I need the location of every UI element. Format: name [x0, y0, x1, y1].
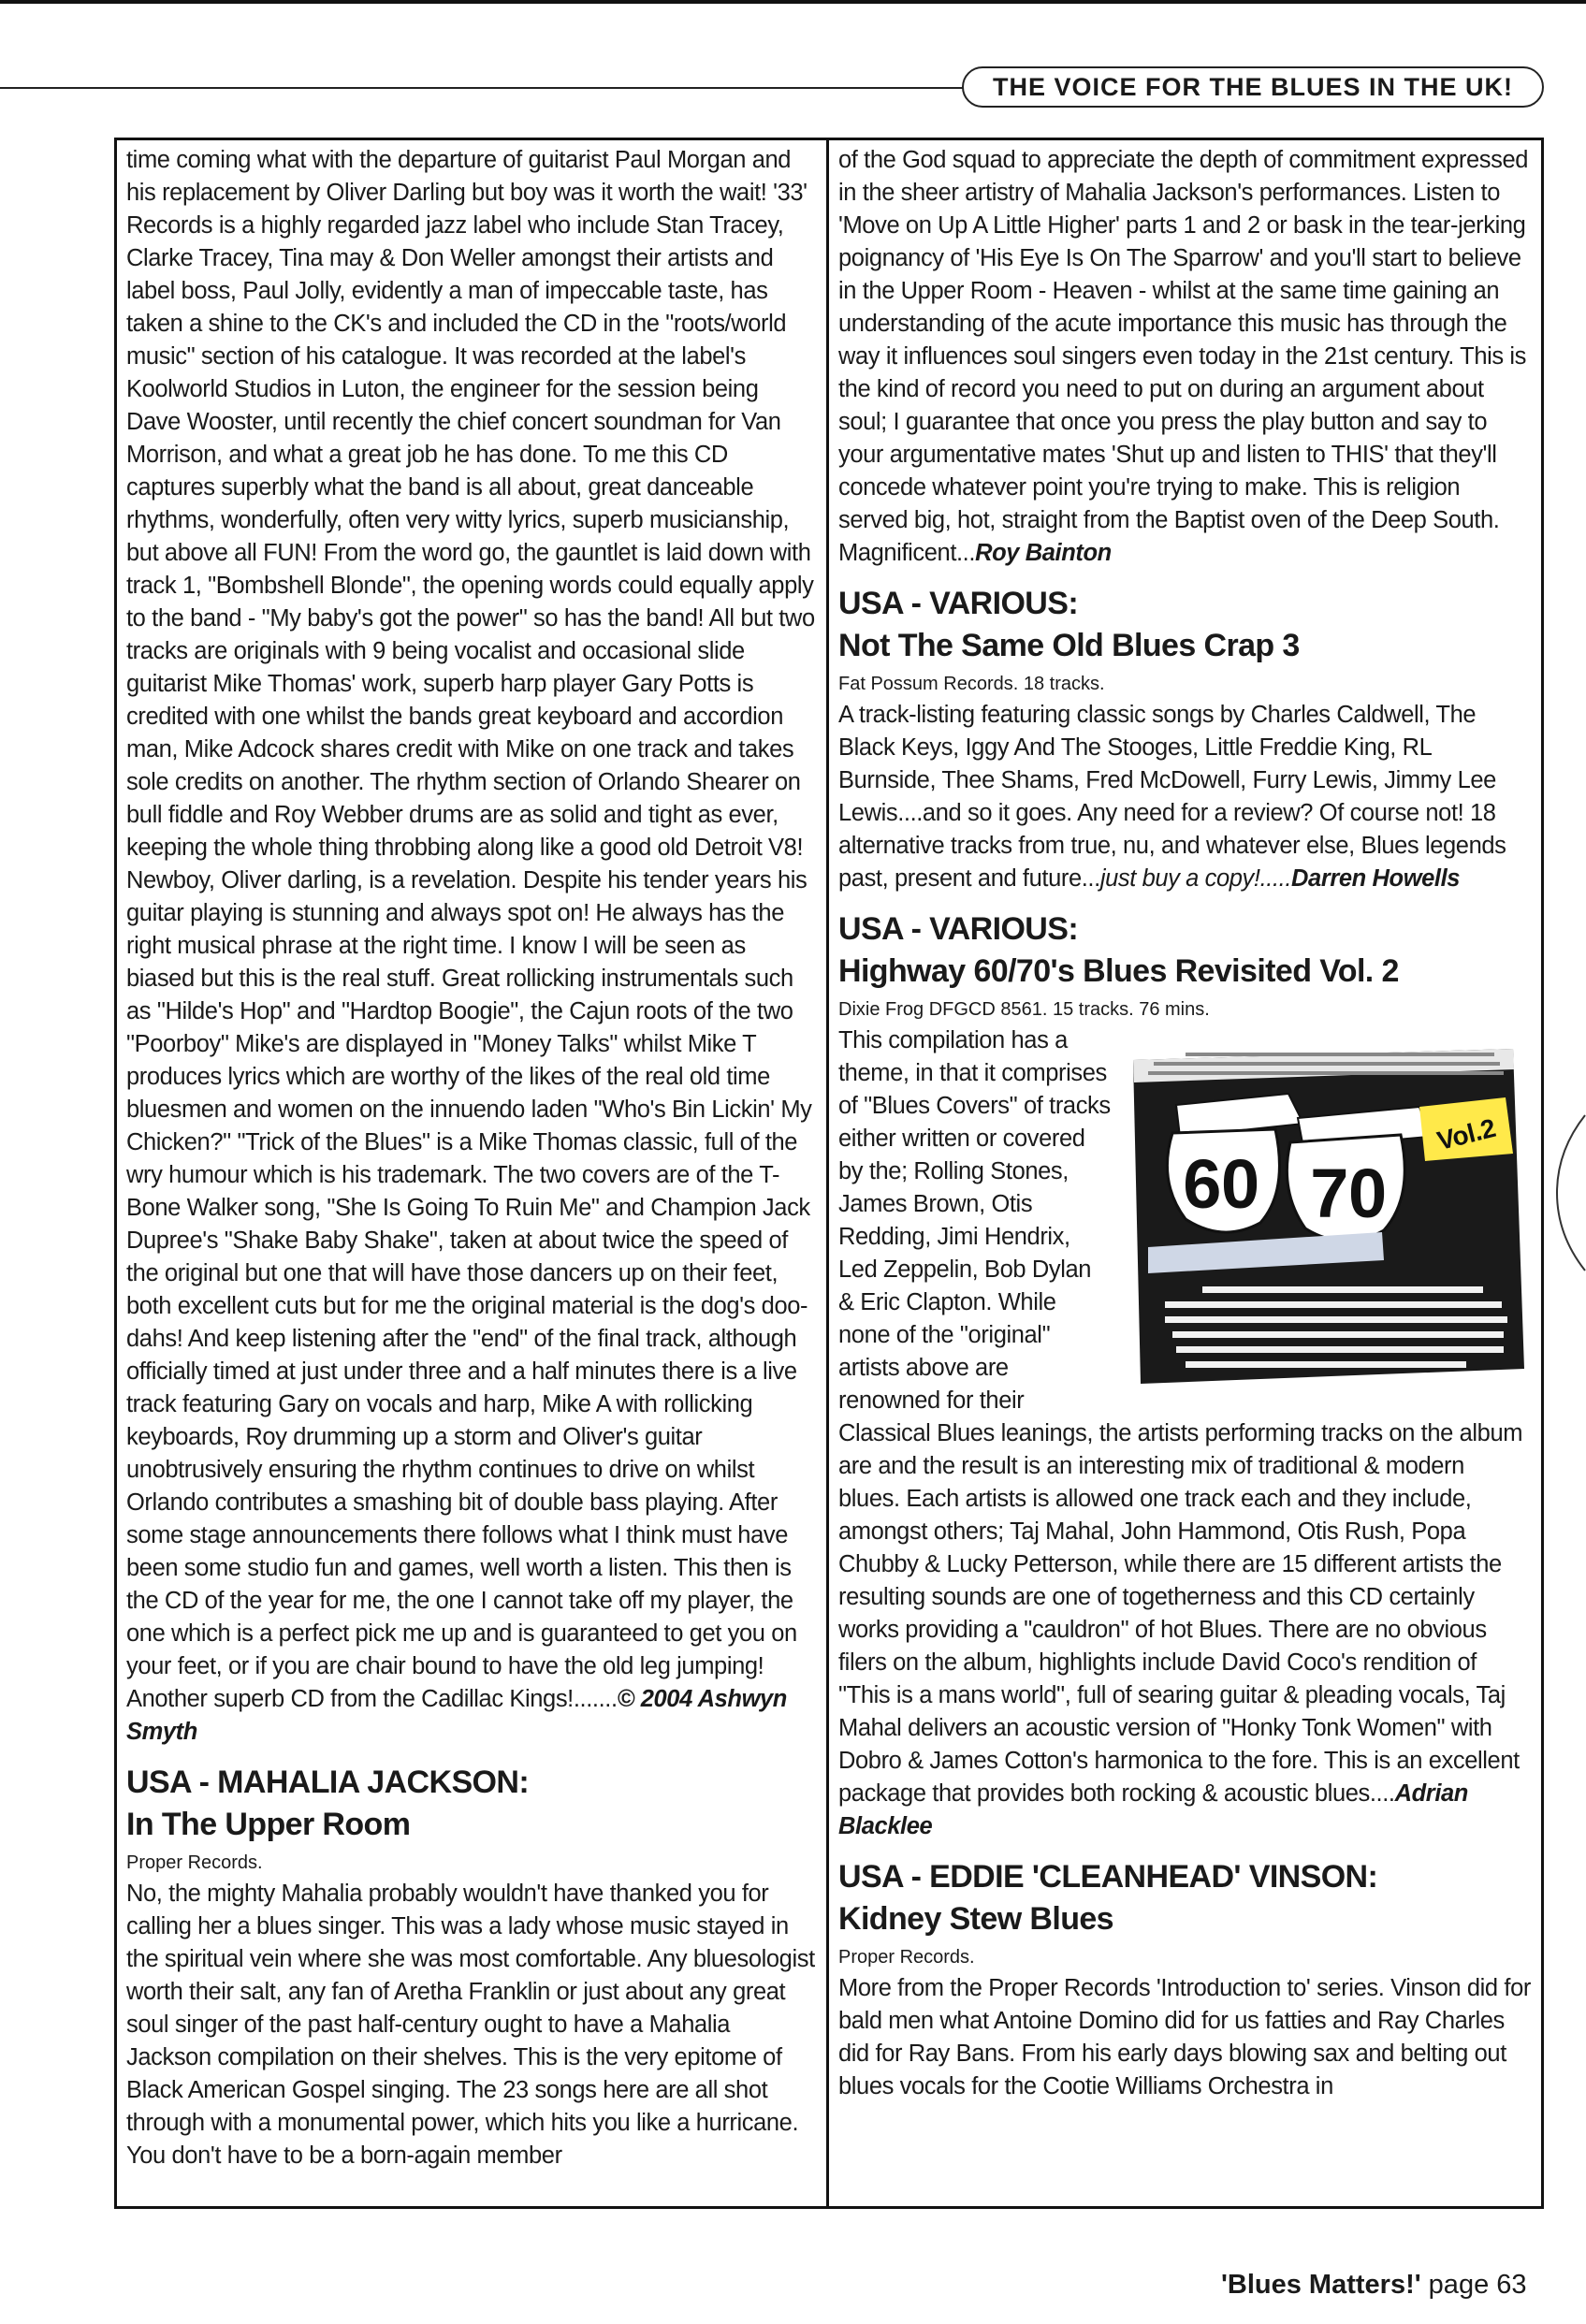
- page-footer: [1221, 2270, 1527, 2301]
- review-cadillac-kings: [126, 144, 817, 1749]
- review-heading-title: Kidney Stew Blues: [838, 1901, 1113, 1937]
- page-frame: [114, 138, 1544, 2209]
- margin-binding-arc: [1553, 1113, 1586, 1272]
- svg-text:60: 60: [1183, 1145, 1259, 1223]
- review-byline: Darren Howells: [1291, 865, 1461, 892]
- review-byline: Roy Bainton: [975, 540, 1112, 566]
- album-cover-artwork: [1120, 1032, 1532, 1397]
- review-label-info: Dixie Frog DFGCD 8561. 15 tracks. 76 mins.: [838, 999, 1210, 1020]
- review-not-the-same-old-blues: [838, 699, 1532, 895]
- svg-text:70: 70: [1310, 1155, 1387, 1232]
- album-cover: [1120, 1032, 1532, 1397]
- review-byline: Adrian Blacklee: [838, 1780, 1468, 1839]
- header-rule: [0, 87, 964, 89]
- publication-name: 'Blues Matters!': [1221, 2270, 1421, 2300]
- review-heading-title: Not The Same Old Blues Crap 3: [838, 628, 1300, 663]
- left-column: [117, 140, 829, 2206]
- review-body: of the God squad to appreciate the depth of commitment expressed in the sheer artistry of Mahalia Jackson's performances. Listen to 'Move on Up A Little Higher' parts 1 and 2 or bask in the tear-jerking poignancy of 'His Eye Is On The Sparrow' and you'll start to believe in the Upper Room - Heaven - whilst at the same time gaining an understanding of the acute importance this music has through the way it influences soul singers even today in the 21st century. This is the kind of record you need to put on during an argument about soul; I guarantee that once you press the play button and say to your argumentative mates 'Shut up and listen to THIS' that they'll concede whatever point you're trying to make. This is religion served big, hot, straight from the Baptist oven of the Deep South. Magnificent...: [838, 147, 1529, 566]
- review-body: This compilation has a theme, in that it comprises of "Blues Covers" of tracks either written or covered by the; Rolling Stones, James Brown, Otis Redding, Jimi Hendrix, Led Zeppelin, Bob Dylan & Eric Clapton. While none of the "original" artists above are renowned for their Classical Blues leanings, the artists performing tracks on the album are and the result is an interesting mix of traditional & modern blues. Each artists is allowed one track each and they include, amongst others; Taj Mahal, John Hammond, Otis Rush, Popa Chubby & Lucky Petterson, while there are 15 different artists the resulting sounds are one of togetherness and this CD certainly works providing a "cauldron" of hot Blues. There are no obvious filers on the album, highlights include David Coco's rendition of "This is a mans world", full of searing guitar & pleading vocals, Taj Mahal delivers an acoustic version of "Honky Tonk Women" with Dobro & James Cotton's harmonica to the fore. This is an excellent package that provides both rocking & acoustic blues....: [838, 1027, 1523, 1807]
- review-label-info: Proper Records.: [126, 1852, 263, 1873]
- review-byline: © 2004 Ashwyn Smyth: [126, 1686, 787, 1745]
- review-heading-title: Highway 60/70's Blues Revisited Vol. 2: [838, 953, 1399, 989]
- review-highway-blues: [838, 1024, 1532, 1843]
- review-heading-title: In The Upper Room: [126, 1807, 411, 1842]
- review-mahalia-continued: [838, 144, 1532, 570]
- header-tagline: THE VOICE FOR THE BLUES IN THE UK!: [962, 66, 1544, 108]
- album-cover-volume: Vol.2: [1433, 1112, 1499, 1155]
- right-column: [829, 140, 1541, 2206]
- review-heading-artist: USA - MAHALIA JACKSON:: [126, 1765, 530, 1800]
- review-heading-artist: USA - EDDIE 'CLEANHEAD' VINSON:: [838, 1859, 1378, 1895]
- review-body: No, the mighty Mahalia probably wouldn't have thanked you for calling her a blues singer. This was a lady whose music stayed in the spiritual vein where she was most comfortable. Any bluesologist worth their salt, any fan of Aretha Franklin or just about any great soul singer of the past half-century ought to have a Mahalia Jackson compilation on their shelves. This is the very epitome of Black American Gospel singing. The 23 songs here are all shot through with a monumental power, which hits you like a hurricane. You don't have to be a born-again member: [126, 1881, 815, 2169]
- review-heading-artist: USA - VARIOUS:: [838, 911, 1079, 947]
- review-body: time coming what with the departure of guitarist Paul Morgan and his replacement by Oliver Darling but boy was it worth the wait! '33' Records is a highly regarded jazz label who include Stan Tracey, Clarke Tracey, Tina may & Don Weller amongst their artists and label boss, Paul Jolly, evidently a man of impeccable taste, has taken a shine to the CK's and included the CD in the "roots/world music" section of his catalogue. It was recorded at the label's Koolworld Studios in Luton, the engineer for the session being Dave Wooster, until recently the chief concert soundman for Van Morrison, and what a great job he has done. To me this CD captures superbly what the band is all about, great danceable rhythms, wonderfully, often very witty lyrics, superb musicianship, but above all FUN! From the word go, the gauntlet is laid down with track 1, "Bombshell Blonde", the opening words could equally apply to the band - "My baby's got the power" so has the band! All but two tracks are originals with 9 being vocalist and occasional slide guitarist Mike Thomas' work, superb harp player Gary Potts is credited with one whilst the bands great keyboard and accordion man, Mike Adcock shares credit with Mike on one track and takes sole credits on another. The rhythm section of Orlando Shearer on bull fiddle and Roy Webber drums are as solid and tight as ever, keeping the whole thing throbbing along like a good old Detroit V8! Newboy, Oliver darling, is a revelation. Despite his tender years his guitar playing is stunning and always spot on! He always has the right musical phrase at the right time. I know I will be seen as biased but this is the real stuff. Great rollicking instrumentals such as "Hilde's Hop" and "Hardtop Boogie", the Cajun roots of the two "Poorboy" Mike's are displayed in "Money Talks" whilst Mike T produces lyrics which are worthy of the likes of the real old time bluesmen and women on the innuendo laden "Who's Bin Lickin' My Chicken?" "Trick of the Blues" is a Mike Thomas classic, full of the wry humour which is his trademark. The two covers are of the T-Bone Walker song, "She Is Going To Ruin Me" and Champion Jack Dupree's "Shake Baby Shake", taken at about twice the speed of the original but one that will have those dancers up on their feet, both excellent cuts but for me the original material is the dog's doo-dahs! And keep listening after the "end" of the final track, although officially timed at just under three and a half minutes there is a live track featuring Gary on vocals and harp, Mike A with rollicking keyboards, Roy drumming up a storm and Oliver's guitar unobtrusively ensuring the rhythm continues to drive on whilst Orlando contributes a smashing bit of double bass playing. After some stage announcements there follows what I think must have been some studio fun and games, well worth a listen. This then is the CD of the year for me, the one I cannot take off my player, the one which is a perfect pick me up and is guaranteed to get you on your feet, or if you are chair bound to have the old leg jumping! Another superb CD from the Cadillac Kings!.......: [126, 147, 815, 1712]
- review-heading-artist: USA - VARIOUS:: [838, 586, 1079, 621]
- review-body: A track-listing featuring classic songs by Charles Caldwell, The Black Keys, Iggy And The Stooges, Little Freddie King, RL Burnside, Thee Shams, Fred McDowell, Furry Lewis, Jimmy Lee Lewis....and so it goes. Any need for a review? Of course not! 18 alternative tracks from true, nu, and whatever else, Blues legends past, present and future...: [838, 702, 1506, 892]
- review-label-info: Proper Records.: [838, 1947, 975, 1968]
- review-label-info: Fat Possum Records. 18 tracks.: [838, 674, 1105, 694]
- review-italic: just buy a copy!.....: [1099, 865, 1292, 892]
- page-number: page 63: [1420, 2270, 1527, 2300]
- top-border: [0, 0, 1586, 4]
- review-body: More from the Proper Records 'Introduction to' series. Vinson did for bald men what Antoine Domino did for us fatties and Ray Charles did for Ray Bans. From his early days blowing sax and belting out blues vocals for the Cootie Williams Orchestra in: [838, 1975, 1531, 2099]
